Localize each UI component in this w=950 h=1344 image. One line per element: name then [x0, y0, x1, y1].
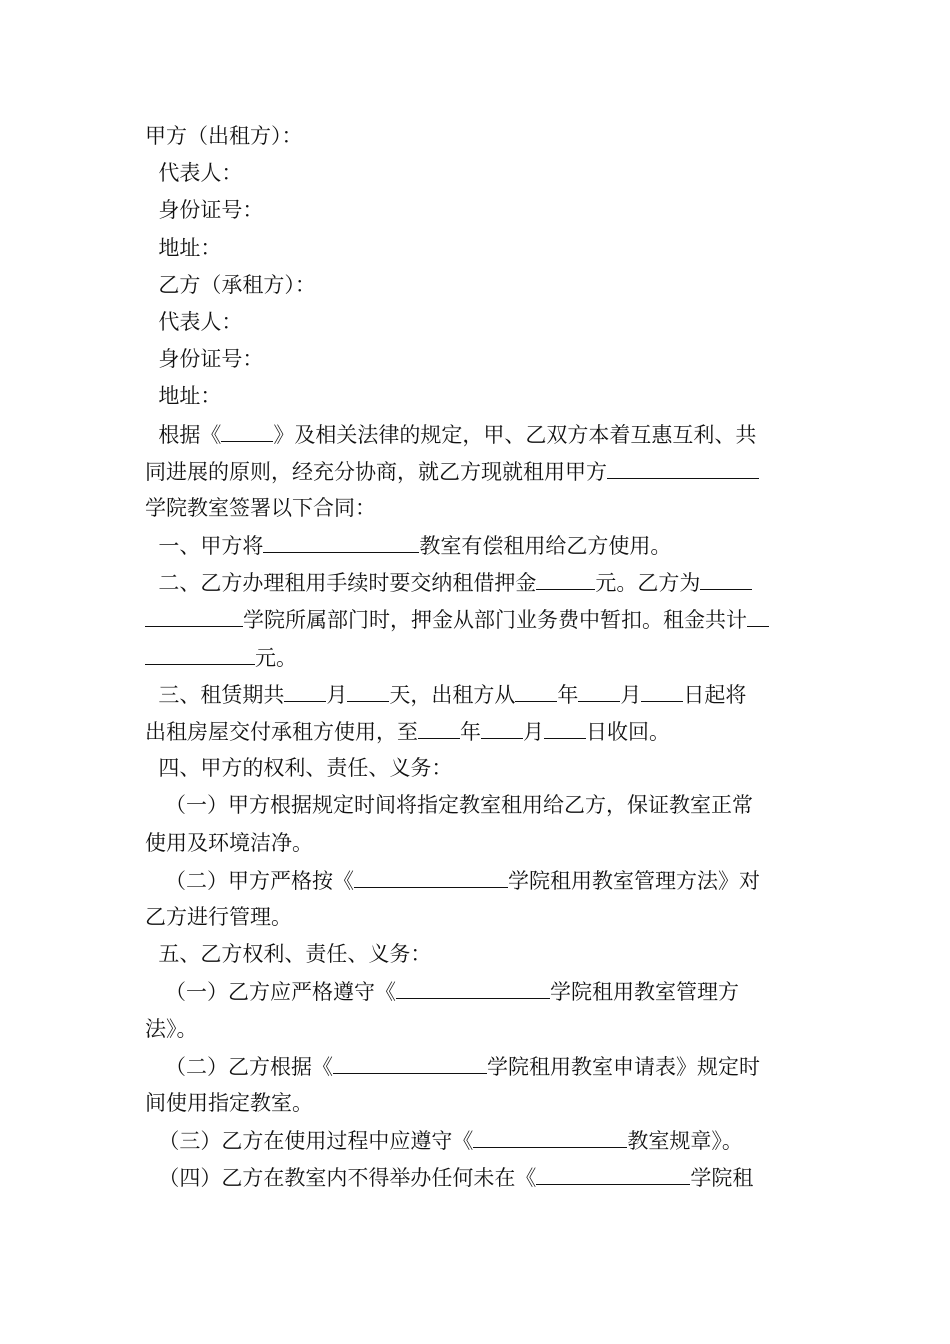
clause-3-line-1: 三、租赁期共 月 天，出租方从 年 月 日起将 — [145, 676, 807, 713]
blank-end-year[interactable] — [418, 713, 460, 739]
party-a-id-number: 身份证号： — [145, 198, 264, 223]
blank-rent-total-cont[interactable] — [145, 639, 255, 665]
clause-5-2-line-1: （二）乙方根据《 学院租用教室申请表》规定时 — [145, 1048, 807, 1085]
blank-college-name[interactable] — [607, 453, 759, 479]
preamble-line-3: 学院教室签署以下合同： — [145, 495, 376, 520]
preamble-line-1: 根据《 》及相关法律的规定，甲、乙双方本着互惠互利、共 — [145, 416, 807, 453]
clause-5-1-line-2: 法》。 — [145, 1016, 198, 1041]
clause-5-2-line-2: 间使用指定教室。 — [145, 1090, 313, 1115]
blank-deposit[interactable] — [536, 564, 595, 590]
clause-4-1-line-2: 使用及环境洁净。 — [145, 830, 313, 855]
clause-4-heading: 四、甲方的权利、责任、义务： — [145, 756, 453, 781]
blank-college-management[interactable] — [354, 862, 508, 888]
party-b-address: 地址： — [145, 384, 222, 409]
party-b-representative: 代表人： — [145, 309, 243, 334]
blank-end-day[interactable] — [544, 713, 586, 739]
blank-classroom-rules[interactable] — [473, 1122, 627, 1148]
clause-5-1-line-1: （一）乙方应严格遵守《 学院租用教室管理方 — [145, 973, 807, 1010]
clause-5-3: （三）乙方在使用过程中应遵守《 教室规章》。 — [145, 1122, 807, 1159]
contract-page — [145, 118, 807, 1196]
blank-college-department[interactable] — [700, 564, 752, 590]
party-a-representative: 代表人： — [145, 161, 243, 186]
blank-law-name[interactable] — [221, 416, 273, 442]
clause-4-1-line-1: （一）甲方根据规定时间将指定教室租用给乙方，保证教室正常 — [145, 793, 754, 818]
party-a-address: 地址： — [145, 235, 222, 260]
blank-college-application[interactable] — [333, 1048, 487, 1074]
clause-2-line-3: 元。 — [145, 639, 807, 676]
blank-rent-total[interactable] — [747, 601, 769, 627]
preamble-line-2: 同进展的原则，经充分协商，就乙方现就租用甲方 — [145, 453, 807, 490]
blank-college-department-cont[interactable] — [145, 601, 243, 627]
blank-college-rental[interactable] — [536, 1159, 690, 1185]
clause-2-line-1: 二、乙方办理租用手续时要交纳租借押金 元。乙方为 — [145, 564, 807, 601]
clause-4-2-line-1: （二）甲方严格按《 学院租用教室管理方法》对 — [145, 862, 807, 899]
blank-start-day[interactable] — [641, 676, 683, 702]
blank-term-days[interactable] — [347, 676, 389, 702]
clause-5-4-line-1: （四）乙方在教室内不得举办任何未在《 学院租 — [145, 1159, 807, 1196]
party-b-heading: 乙方（承租方）： — [145, 272, 316, 297]
blank-start-year[interactable] — [515, 676, 557, 702]
blank-term-months[interactable] — [284, 676, 326, 702]
party-b-id-number: 身份证号： — [145, 347, 264, 372]
blank-end-month[interactable] — [481, 713, 523, 739]
clause-4-2-line-2: 乙方进行管理。 — [145, 904, 292, 929]
clause-1: 一、甲方将 教室有偿租用给乙方使用。 — [145, 527, 807, 564]
clause-5-heading: 五、乙方权利、责任、义务： — [145, 942, 432, 967]
blank-classroom[interactable] — [263, 527, 419, 553]
clause-3-line-2: 出租房屋交付承租方使用，至 年 月 日收回。 — [145, 713, 807, 750]
clause-2-line-2: 学院所属部门时，押金从部门业务费中暂扣。租金共计 — [145, 601, 807, 638]
blank-college-rules[interactable] — [396, 973, 550, 999]
party-a-heading: 甲方（出租方）： — [145, 124, 303, 148]
blank-start-month[interactable] — [578, 676, 620, 702]
